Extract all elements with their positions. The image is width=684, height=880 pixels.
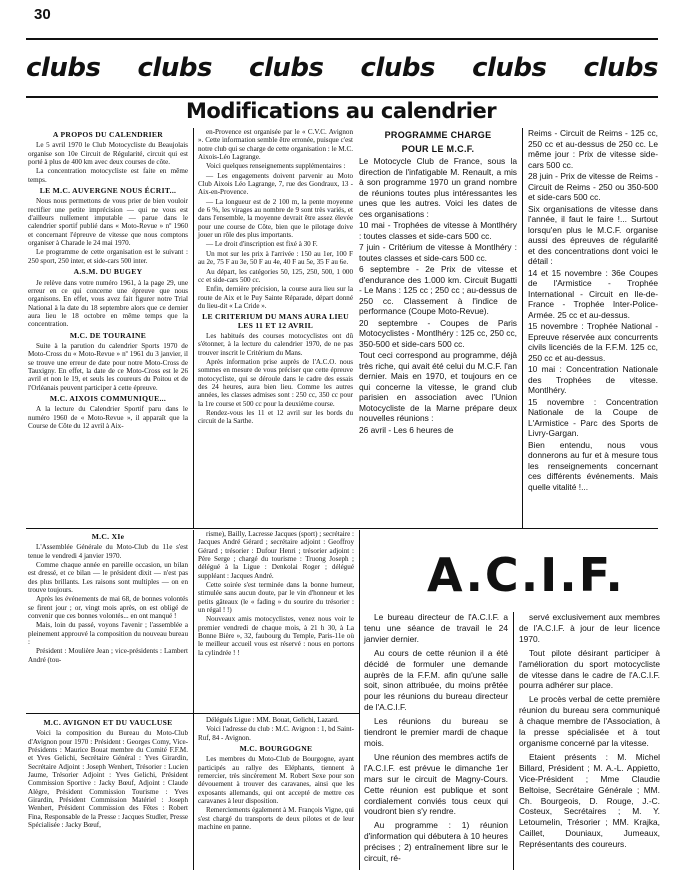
paragraph: en-Provence est organisée par le « C.V.C. Avignon ». Cette information semble être erronée, puisque c'est notre club qui se charge de cette organisation : le M.C. Aixois-Léo Lagrange. xyxy=(198,128,353,162)
banner-word: clubs xyxy=(360,53,435,83)
paragraph: Le programme de cette organisation est le suivant : 250 sport, 250 inter, et side-cars 500 inter. xyxy=(28,248,188,265)
paragraph: — Le droit d'inscription est fixé à 30 F. xyxy=(206,240,318,249)
section-heading: LE CRITERIUM DU MANS AURA LIEU LES 11 ET 12 AVRIL xyxy=(202,312,349,330)
paragraph: 6 septembre - 2e Prix de vitesse et d'endurance des 1.000 km. Circuit Bugatti - Le Mans : 125 cc ; 250 cc ; au-dessus de 250 cc. Classement à l'indice de performance (Coupe Moto-Revue). xyxy=(359,264,517,316)
main-title: Modifications au calendrier xyxy=(186,99,497,123)
paragraph: Voici quelques renseignements supplémentaires : xyxy=(206,162,346,171)
banner-word: clubs xyxy=(249,53,324,83)
clubs-banner xyxy=(26,38,658,98)
paragraph: Au départ, les catégories 50, 125, 250, 500, 1 000 cc et side-cars 500 cc. xyxy=(198,267,353,284)
banner-word: clubs xyxy=(583,53,658,83)
paragraph: 14 et 15 novembre : 36e Coupes de l'Armistice - Trophée International - Circuit en Ile-de-France - Trophée Inter-Police-Armée. 25 cc et au-dessus. xyxy=(528,267,658,320)
paragraph: servé exclusivement aux membres de l'A.C.I.F. à jour de leur licence 1970. xyxy=(519,612,660,644)
paragraph: Bien entendu, nous vous donnerons au fur et à mesure tous les renseignements concernant ces différents événements. Mais quelle vitalité !... xyxy=(528,439,658,492)
paragraph: Je relève dans votre numéro 1961, à la page 29, une erreur en ce qui concerne une épreuve que nous organisons. En effet, vous avez fait figurer notre Trial National à la date du 18 septembre alors que ce dernier aura lieu le 18 octobre en même temps que la concentration. xyxy=(28,278,188,329)
paragraph: L'Assemblée Générale du Moto-Club du 11e s'est tenue le vendredi 4 janvier 1970. xyxy=(28,543,188,560)
column-divider xyxy=(513,612,514,870)
paragraph: Président : Moulière Jean ; vice-présidents : Lambert André (tou- xyxy=(28,647,188,664)
paragraph: Le procès verbal de cette première réunion du bureau sera communiqué à chaque membre de l'Association, à la presse spécialisée et à tout organisme concerné par la vitesse. xyxy=(519,694,660,748)
paragraph: risme), Bailly, Lacresse Jacques (sport) ; secrétaire : Jacques André Gérard ; secrétaire adjoint : Geoffroy Gérard ; trésorier : Dufour Henri ; trésorier adjoint : Père Serge ; chargé du tourisme : Truong Joseph ; délégué à la Ligue : Denkolai Roger ; délégué suppléant : Jacques André. xyxy=(198,530,354,580)
paragraph: Le Motocycle Club de France, sous la direction de l'infatigable M. Renault, a mis à son programme 1970 un grand nombre de réunions toutes plus intéressantes les unes que les autres. Voici les dates de ces organisations : xyxy=(359,156,517,219)
section-heading: M.C. XIe xyxy=(91,532,125,541)
bourgogne-article xyxy=(198,716,354,870)
paragraph: Reims - Circuit de Reims - 125 cc, 250 cc et au-dessus de 250 cc. Le même jour : Prix de vitesse side-cars 500 cc. xyxy=(528,128,658,170)
club-xi-article xyxy=(28,530,188,712)
paragraph: Nouveaux amis motocyclistes, venez nous voir le premier vendredi de chaque mois, à 21 h 30, à La Bonne Bière », 32, faubourg du Temple, Paris-11e où le meilleur accueil vous est réservé : nous en portons la cylindrée ! ! xyxy=(198,615,354,657)
paragraph: Suite à la parution du calendrier Sports 1970 de Moto-Cross du « Moto-Revue » nº 1961 du 3 janvier, il se trouve une erreur de date pour notre Moto-Cross de Tauxigny. En effet, la date de ce Moto-Cross est le 26 avril et non le 19, et seuls les coureurs du Poitou et de l'Orléanais peuvent participer à cette épreuve. xyxy=(28,341,188,392)
paragraph: Au programme : 1) réunion d'information qui débutera à 10 heures précises ; 2) entraînement libre sur le circuit, ré- xyxy=(364,820,508,864)
section-divider xyxy=(26,528,658,529)
paragraph: Voici la composition du Bureau du Moto-Club d'Avignon pour 1970 : Président : Georges Comy, Vice-Présidents : Maurice Bouat membre du Comité F.F.M. et Yves Gelichi, Secrétaire Général : Yves Girardin, Secrétaire Adjoint : Joseph Wenhert, Trésorier : Lucien Jaume, Trésorier Adjoint : Yves Gelichi, Président Commission Sportive : Jacky Bœuf, Adjoint : Claude Alègre, Président Commission Tourisme : Yves Girardin, Président Commission Matériel : Joseph Wenhert, Président Commission des Fêtes : Robert Fina, Responsable de la Presse : Jacques Studler, Presse Spécialisée : Jacky Bœuf, xyxy=(28,729,188,830)
paragraph: Au cours de cette réunion il a été décidé de formuler une demande auprès de la F.F.M. afin qu'une salle soit, sinon attribuée, du moins prêtée pour les réunions du bureau directeur de l'A.C.I.F. xyxy=(364,647,508,713)
paragraph: Les réunions du bureau se tiendront le premier mardi de chaque mois. xyxy=(364,716,508,748)
section-heading: M.C. AVIGNON ET DU VAUCLUSE xyxy=(43,718,173,727)
paragraph: Après les événements de mai 68, de bonnes volontés se firent jour ; or, vingt mois après, on est obligé de convenir que ces bonnes volontés... en ont manqué ! xyxy=(28,595,188,621)
acif-column-2 xyxy=(519,612,660,874)
avignon-article xyxy=(28,716,188,870)
column-divider xyxy=(193,530,194,870)
programme-continued-column xyxy=(528,128,658,528)
paragraph: Les habitués des courses motocyclistes ont dû s'étonner, à la lecture du calendrier 1970, de ne pas trouver inscrit le Critérium du Mans. xyxy=(198,331,353,357)
paragraph: — La longueur est de 2 100 m, la pente moyenne de 6 %, les virages au nombre de 9 sont très variés, et dans l'ensemble, la moyenne devrait être assez élevée pour une course de Côte, bien que le pilotage doive jouer un rôle des plus importants. xyxy=(198,197,353,240)
paragraph: 10 mai - Trophées de vitesse à Montlhéry : toutes classes et side-cars 500 cc. xyxy=(359,220,517,241)
paragraph: La concentration motocycliste est faite en même temps. xyxy=(28,167,188,184)
article-column-1 xyxy=(28,128,188,528)
club-xi-article-continued xyxy=(198,530,354,712)
paragraph: 20 septembre - Coupes de Paris Motocyclistes - Montlhéry : 125 cc, 250 cc, 350-500 et side-cars 500 cc. xyxy=(359,317,517,349)
paragraph: A la lecture du Calendrier Sportif paru dans le numéro 1960 de « Moto-Revue », il apparaît que la Course de Côte du 12 avril à Aix- xyxy=(28,405,188,430)
paragraph: Comme chaque année en pareille occasion, un bilan est dressé, et ce bilan — le président dixit — n'est pas des plus brillants. Les raisons sont multiples — on en trouve toujours. xyxy=(28,561,188,595)
paragraph: Mais, loin du passé, voyons l'avenir ; l'assemblée a pleinement approuvé la composition du nouveau bureau : xyxy=(28,621,188,647)
paragraph: Etaient présents : M. Michel Billard, Président ; M. A.-L. Appietto, Vice-Président ; Mme Claudie Beltoise, Secrétaire Générale ; MM. Ch. Bourgeois, D. Rouge, J.-C. Costeux, Secrétaires ; M. Y. Letoumelin, Trésorier ; MM. Krajka, Caillet, Douniaux, Jumeaux, Représentants des coureurs. xyxy=(519,751,660,850)
column-divider xyxy=(193,128,194,528)
section-heading: A.S.M. DU BUGEY xyxy=(73,267,143,277)
acif-column-1 xyxy=(364,612,508,874)
paragraph: Le 5 avril 1970 le Club Motocycliste du Beaujolais organise son 10e Circuit de Régularité, circuit qui est porté à plus de 400 km avec deux courses de côte. xyxy=(28,141,188,167)
paragraph: Tout pilote désirant participer à l'amélioration du sport motocycliste de vitesse dans le cadre de l'A.C.I.F. pourra adhérer sur place. xyxy=(519,647,660,691)
paragraph: 10 mai : Concentration Nationale des Trophées de vitesse. Montlhéry. xyxy=(528,364,658,395)
paragraph: Après information prise auprès de l'A.C.O. nous sommes en mesure de vous préciser que cette épreuve motocycliste, qui se déroule dans le cadre des essais des 24 heures, aura bien lieu. Comme les autres années, les classes admises sont : 250 cc, 350 cc pour la 1re course et 500 cc pour la deuxième course. xyxy=(198,357,353,408)
paragraph: 15 novembre : Trophée National - Epreuve réservée aux concurrents civils licenciés de la F.F.M. 125 cc, 250 cc et au-dessus. xyxy=(528,321,658,363)
paragraph: 15 novembre : Concentration Nationale de la Coupe de L'Armistice - Parc des Sports de Livry-Gargan. xyxy=(528,396,658,438)
paragraph: Voici l'adresse du club : M.C. Avignon : 1, bd Saint-Ruf, 84 - Avignon. xyxy=(198,725,354,742)
paragraph: Remerciements également à M. François Vigne, qui s'est chargé du transports de deux pilotes et de leur machine en panne. xyxy=(198,806,354,832)
section-heading: M.C. AIXOIS COMMUNIQUE... xyxy=(49,393,167,403)
page-number: 30 xyxy=(34,6,51,23)
paragraph: 28 juin - Prix de vitesse de Reims - Circuit de Reims - 250 ou 350-500 et side-cars 500 cc. xyxy=(528,171,658,202)
paragraph: — Les engagements doivent parvenir au Moto Club Aixois Léo Lagrange, 7, rue des Gondraux, 13 - Aix-en-Provence. xyxy=(198,171,353,197)
paragraph: Enfin, dernière précision, la course aura lieu sur la route de Aix et le Puy Sainte Réparade, départ donné du lieu-dit « La Cride ». xyxy=(198,285,353,310)
paragraph: Un mot sur les prix à l'arrivée : 150 au 1er, 100 F au 2e, 75 F au 3e, 50 F au 4e, 40 F au 5e, 35 F au 6e. xyxy=(198,249,353,267)
section-heading: M.C. DE TOURAINE xyxy=(69,330,147,340)
column-divider xyxy=(522,128,523,528)
paragraph: Les membres du Moto-Club de Bourgogne, ayant participés au rallye des Eléphants, tiennent à remercier, très sincèrement M. Robert Sexe pour son dévouement à trouver des caravanes, ainsi que les exposants allemands, qui ont accepté de mettre ces caravanes à leur disposition. xyxy=(198,755,354,806)
programme-title-line2: POUR LE M.C.F. xyxy=(401,144,475,154)
section-heading: A PROPOS DU CALENDRIER xyxy=(52,130,164,139)
paragraph: Six organisations de vitesse dans l'année, il faut le faire !... Surtout lorsqu'en plus le M.C.F. organise aussi des épreuves de régularité et des concentrations dont voici le détail : xyxy=(528,203,658,266)
paragraph: Le bureau directeur de l'A.C.I.F. a tenu une séance de travail le 24 janvier dernier. xyxy=(364,612,508,644)
banner-word: clubs xyxy=(472,53,547,83)
article-column-2 xyxy=(198,128,353,528)
paragraph: Tout ceci correspond au programme, déjà très riche, qui avait été celui du M.C.F. l'an dernier. Mais en 1970, et toujours en ce qui concerne la vitesse, le grand club parisien en association avec l'Union Motocycliste de la Marne prépare deux nouvelles réunions : xyxy=(359,350,517,423)
column-divider xyxy=(359,530,360,870)
paragraph: Rendez-vous les 11 et 12 avril sur les bords du circuit de la Sarthe. xyxy=(198,409,353,426)
banner-word: clubs xyxy=(137,53,212,83)
paragraph: 26 avril - Les 6 heures de xyxy=(359,424,454,435)
paragraph: Une réunion des membres actifs de l'A.C.I.F. est prévue le dimanche 1er mars sur le circuit de Magny-Cours. Cette réunion est publique et sont cordialement conviés tous ceux qui voudront bien s'y rendre. xyxy=(364,751,508,817)
section-heading: M.C. BOURGOGNE xyxy=(239,744,313,754)
section-heading: LE M.C. AUVERGNE NOUS ÉCRIT... xyxy=(39,186,177,196)
programme-title-line1: PROGRAMME CHARGE xyxy=(384,130,492,140)
paragraph: 7 juin - Critérium de vitesse à Montlhéry : toutes classes et side-cars 500 cc. xyxy=(359,242,517,263)
section-divider xyxy=(26,713,359,714)
paragraph: Nous nous permettons de vous prier de bien vouloir rectifier une petite imprécision — qui ne vous est d'ailleurs nullement imputable — parue dans le calendrier sportif publié dans « Moto-Revue » nº 1960 et concernant l'épreuve de vitesse que nous comptons organiser à Charade le 24 mai 1970. xyxy=(28,197,188,248)
paragraph: Cette soirée s'est terminée dans la bonne humeur, stimulée sans aucun doute, par le vin d'honneur et les petits gâteaux (le « fading » du sourire du trésorier : un régal ! !) xyxy=(198,581,354,615)
programme-charge-column xyxy=(359,128,517,528)
banner-word: clubs xyxy=(26,53,101,83)
paragraph: Délégués Ligue : MM. Bouat, Gelichi, Lazard. xyxy=(206,716,339,724)
acif-title: A.C.I.F. xyxy=(427,548,625,602)
